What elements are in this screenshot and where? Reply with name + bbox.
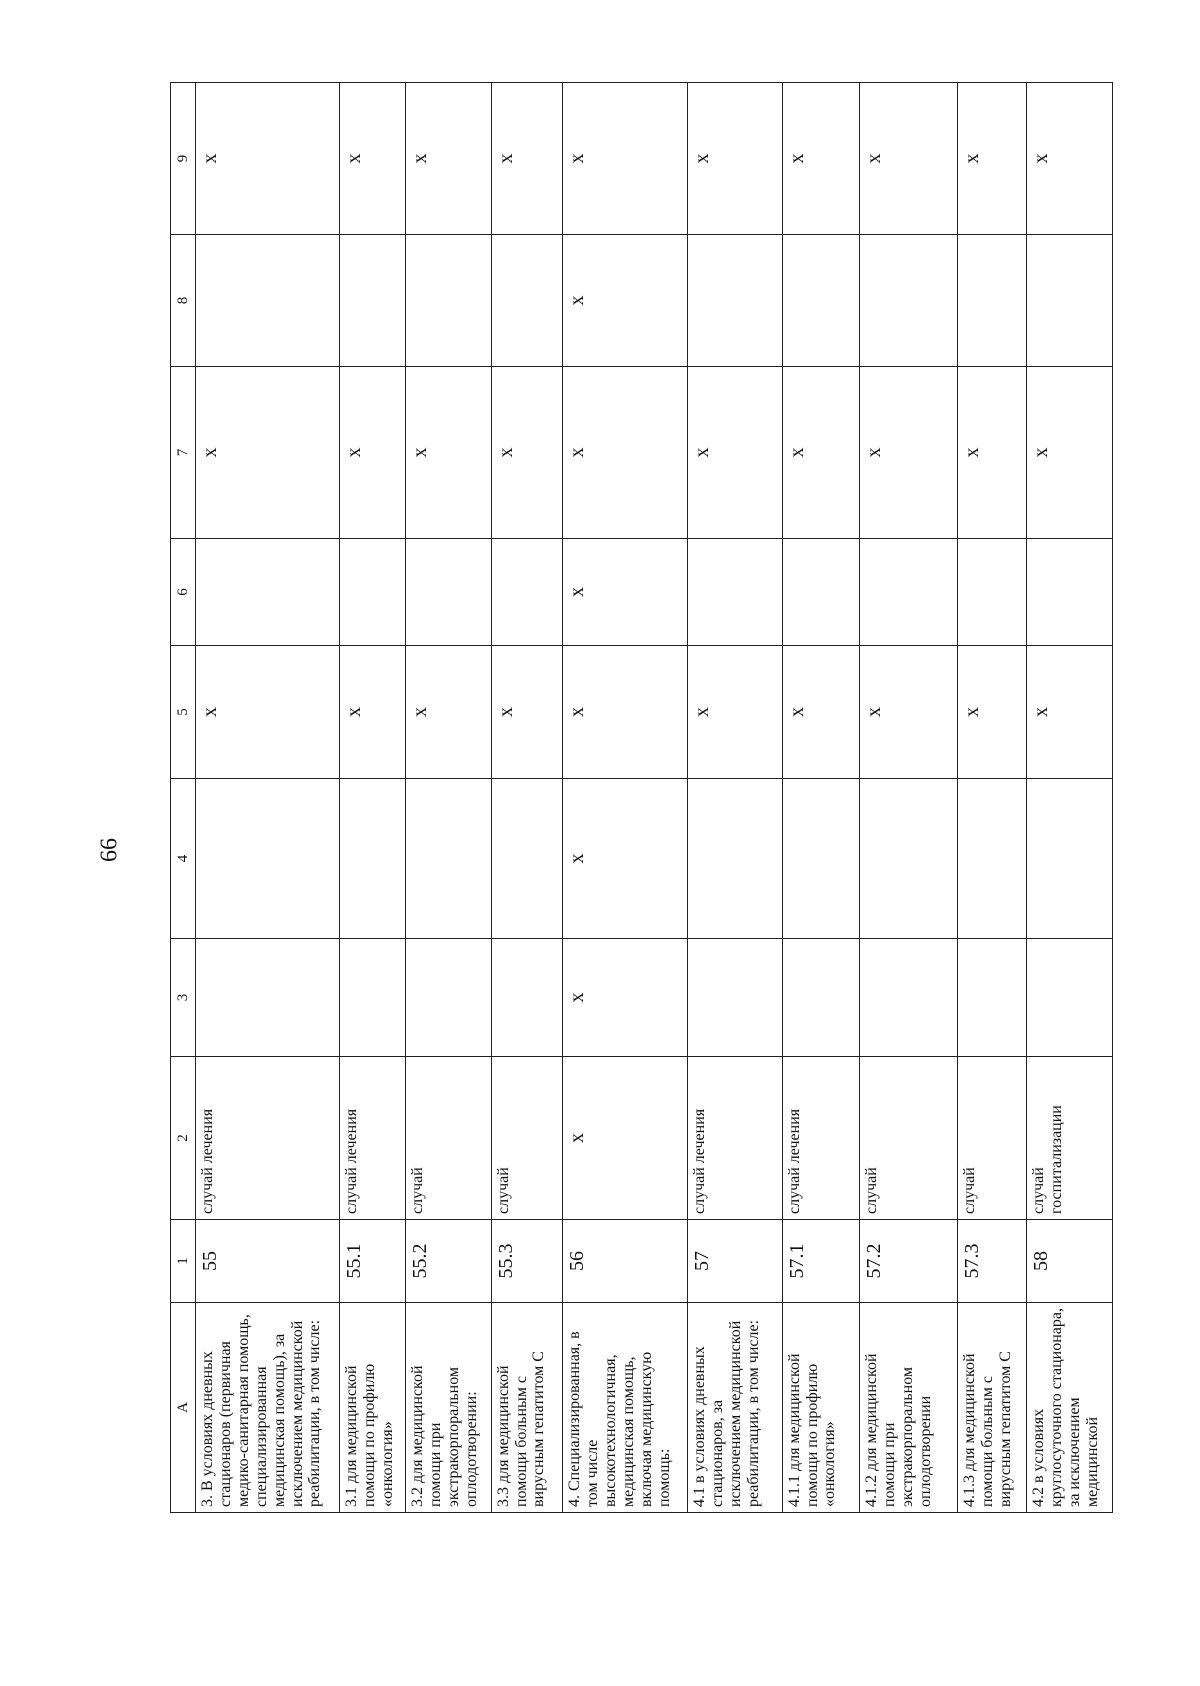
row-number-cell: 55.1 [340,1220,406,1303]
table-row [957,83,1027,1513]
col3-cell [957,939,1027,1057]
row-label-cell: 3.1 для медицинской помощи по профилю «онкология» [340,1303,406,1513]
row-label-cell: 4. Специализированная, в том числе высокотехнологичная, медицинская помощь, включая медицинскую помощь: [563,1303,688,1513]
col3-cell [687,939,782,1057]
col8-cell: х [563,235,688,367]
table-row [1027,83,1113,1513]
col4-cell [687,779,782,939]
table-row [340,83,406,1513]
header-cell-8: 8 [171,235,196,367]
col6-cell [340,539,406,646]
col5-cell: х [563,646,688,779]
row-number-cell: 56 [563,1220,688,1303]
unit-cell: случай лечения [687,1057,782,1220]
col9-cell: х [1027,83,1113,235]
row-number-cell: 57 [687,1220,782,1303]
col3-cell [196,939,340,1057]
col9-cell: х [957,83,1027,235]
row-label-cell: 3.2 для медицинской помощи при экстракорпоральном оплодотворении: [406,1303,492,1513]
col9-cell: х [340,83,406,235]
rotated-table-wrapper [170,83,1113,1513]
col4-cell [957,779,1027,939]
row-number-cell: 57.1 [782,1220,859,1303]
col4-cell [340,779,406,939]
header-cell-3: 3 [171,939,196,1057]
col4-cell [491,779,563,939]
col8-cell [196,235,340,367]
col6-cell [782,539,859,646]
row-label-cell: 3. В условиях дневных стационаров (первичная медико-санитарная помощь, специализированная медицинская помощь), за исключением медицинской реабилитации, в том числе: [196,1303,340,1513]
col5-cell: х [340,646,406,779]
col3-cell [782,939,859,1057]
table-row [196,83,340,1513]
col3-cell [340,939,406,1057]
row-label-cell: 4.1.1 для медицинской помощи по профилю «онкология» [782,1303,859,1513]
col3-cell [491,939,563,1057]
col4-cell: х [563,779,688,939]
table-row [563,83,688,1513]
col8-cell [1027,235,1113,367]
col3-cell [406,939,492,1057]
col4-cell [406,779,492,939]
row-number-cell: 57.2 [859,1220,957,1303]
col9-cell: х [687,83,782,235]
header-cell-1: 1 [171,1220,196,1303]
col5-cell: х [196,646,340,779]
col5-cell: х [782,646,859,779]
header-cell-2: 2 [171,1057,196,1220]
col5-cell: х [687,646,782,779]
col7-cell: х [340,367,406,539]
table-row [687,83,782,1513]
col6-cell [1027,539,1113,646]
header-cell-a: A [171,1303,196,1513]
unit-cell: х [563,1057,688,1220]
unit-cell: случай госпитализации [1027,1057,1113,1220]
row-label-cell: 4.2 в условиях круглосуточного стационара, за исключением медицинской [1027,1303,1113,1513]
col6-cell [196,539,340,646]
row-number-cell: 58 [1027,1220,1113,1303]
row-label-cell: 4.1.3 для медицинской помощи больным с вирусным гепатитом С [957,1303,1027,1513]
table-row [859,83,957,1513]
row-label-cell: 4.1 в условиях дневных стационаров, за исключением медицинской реабилитации, в том числе: [687,1303,782,1513]
col4-cell [1027,779,1113,939]
col6-cell [406,539,492,646]
col9-cell: х [782,83,859,235]
header-cell-4: 4 [171,779,196,939]
col3-cell: х [563,939,688,1057]
unit-cell: случай лечения [196,1057,340,1220]
col6-cell [859,539,957,646]
col7-cell: х [563,367,688,539]
col8-cell [491,235,563,367]
col4-cell [859,779,957,939]
col8-cell [782,235,859,367]
col8-cell [687,235,782,367]
header-cell-5: 5 [171,646,196,779]
col6-cell [491,539,563,646]
table-row [491,83,563,1513]
col6-cell [687,539,782,646]
unit-cell: случай [406,1057,492,1220]
table-row [782,83,859,1513]
col5-cell: х [1027,646,1113,779]
col7-cell: х [859,367,957,539]
row-number-cell: 55 [196,1220,340,1303]
header-cell-9: 9 [171,83,196,235]
page-number: 66 [96,838,123,862]
col6-cell: х [563,539,688,646]
col4-cell [196,779,340,939]
col7-cell: х [196,367,340,539]
unit-cell: случай [491,1057,563,1220]
col8-cell [957,235,1027,367]
row-label-cell: 3.3 для медицинской помощи больным с вирусным гепатитом С [491,1303,563,1513]
col5-cell: х [406,646,492,779]
col4-cell [782,779,859,939]
table-row [406,83,492,1513]
header-cell-7: 7 [171,367,196,539]
col7-cell: х [406,367,492,539]
services-table [170,82,1113,1513]
unit-cell: случай [859,1057,957,1220]
row-number-cell: 55.2 [406,1220,492,1303]
col8-cell [859,235,957,367]
unit-cell: случай [957,1057,1027,1220]
col6-cell [957,539,1027,646]
col5-cell: х [957,646,1027,779]
row-number-cell: 57.3 [957,1220,1027,1303]
col3-cell [859,939,957,1057]
unit-cell: случай лечения [782,1057,859,1220]
col7-cell: х [1027,367,1113,539]
col9-cell: х [859,83,957,235]
row-number-cell: 55.3 [491,1220,563,1303]
col8-cell [340,235,406,367]
col3-cell [1027,939,1113,1057]
header-cell-6: 6 [171,539,196,646]
col9-cell: х [196,83,340,235]
unit-cell: случай лечения [340,1057,406,1220]
row-label-cell: 4.1.2 для медицинской помощи при экстракорпоральном оплодотворении [859,1303,957,1513]
col7-cell: х [782,367,859,539]
col7-cell: х [957,367,1027,539]
col7-cell: х [687,367,782,539]
header-row [171,83,196,1513]
col5-cell: х [859,646,957,779]
col9-cell: х [406,83,492,235]
col9-cell: х [563,83,688,235]
col5-cell: х [491,646,563,779]
col8-cell [406,235,492,367]
col9-cell: х [491,83,563,235]
col7-cell: х [491,367,563,539]
